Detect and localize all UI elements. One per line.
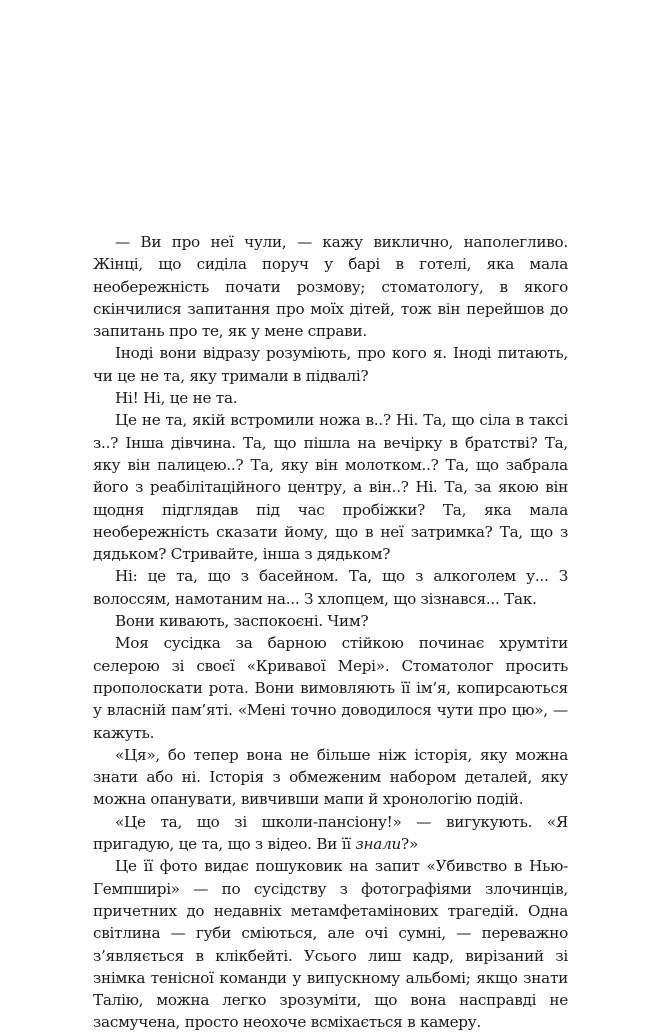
paragraph-10: Це її фото видає пошуковик на запит «Убивство в Нью-Гемпширі» — по сусідству з фотографіями злочинців, причетних до недавніх метамфетамінових трагедій. Одна світлина — губи сміються, але очі сумні, — переважно з’являється в клікбейті. Усього лиш кадр, вирізаний зі знімка тенісної команди у випускному альбомі; якщо знати Талію, можна легко зрозуміти, що вона насправді не засмучена, просто неохоче всміхається в камеру. — [93, 857, 568, 1032]
paragraph-9-before: «Це та, що зі школи-пансіону!» — вигукують. «Я пригадую, це та, що з відео. Ви її — [93, 812, 568, 854]
paragraph-8: «Ця», бо тепер вона не більше ніж історія, яку можна знати або ні. Історія з обмеженим набором деталей, яку можна опанувати, вивчивши мапи й хронологію подій. — [93, 745, 568, 809]
paragraph-6: Вони кивають, заспокоєні. Чим? — [115, 612, 369, 631]
paragraph-9 — [93, 811, 568, 856]
paragraph-4: Це не та, якій встромили ножа в..? Ні. Та, що сіла в таксі з..? Інша дівчина. Та, що пішла на вечірку в братстві? Та, яку він палицею..? Та, яку він молотком..? Та, що забрала його з реабілітаційного центру, а він..? Ні. Та, за якою він щодня підглядав під час пробіжки? Та, яка мала необережність сказати йому, що в неї затримка? Та, що з дядьком? Стривайте, інша з дядьком? — [93, 411, 568, 564]
paragraph-9-after: ?» — [401, 835, 418, 854]
paragraph-2: Іноді вони відразу розуміють, про кого я. Іноді питають, чи це не та, яку тримали в підвалі? — [93, 344, 568, 385]
paragraph-1: — Ви про неї чули, — кажу виклично, наполегливо. Жінці, що сиділа поруч у барі в готелі, яка мала необережність почати розмову; стоматологу, в якого скінчилися запитання про моїх дітей, тож він перейшов до запитань про те, як у мене справи. — [93, 233, 568, 341]
page-body — [93, 231, 568, 1034]
paragraph-7: Моя сусідка за барною стійкою починає хрумтіти селерою зі своєї «Кривавої Мері». Стоматолог просить прополоскати рота. Вони вимовляють її ім’я, копирсаються у власній пам’яті. «Мені точно доводилося чути про цю», — кажуть. — [93, 634, 568, 742]
paragraph-5: Ні: це та, що з басейном. Та, що з алкоголем у... З волоссям, намотаним на... З хлопцем, що зізнався... Так. — [93, 567, 568, 608]
paragraph-9-emphasis: знали — [355, 835, 402, 854]
paragraph-3: Ні! Ні, це не та. — [115, 389, 238, 408]
